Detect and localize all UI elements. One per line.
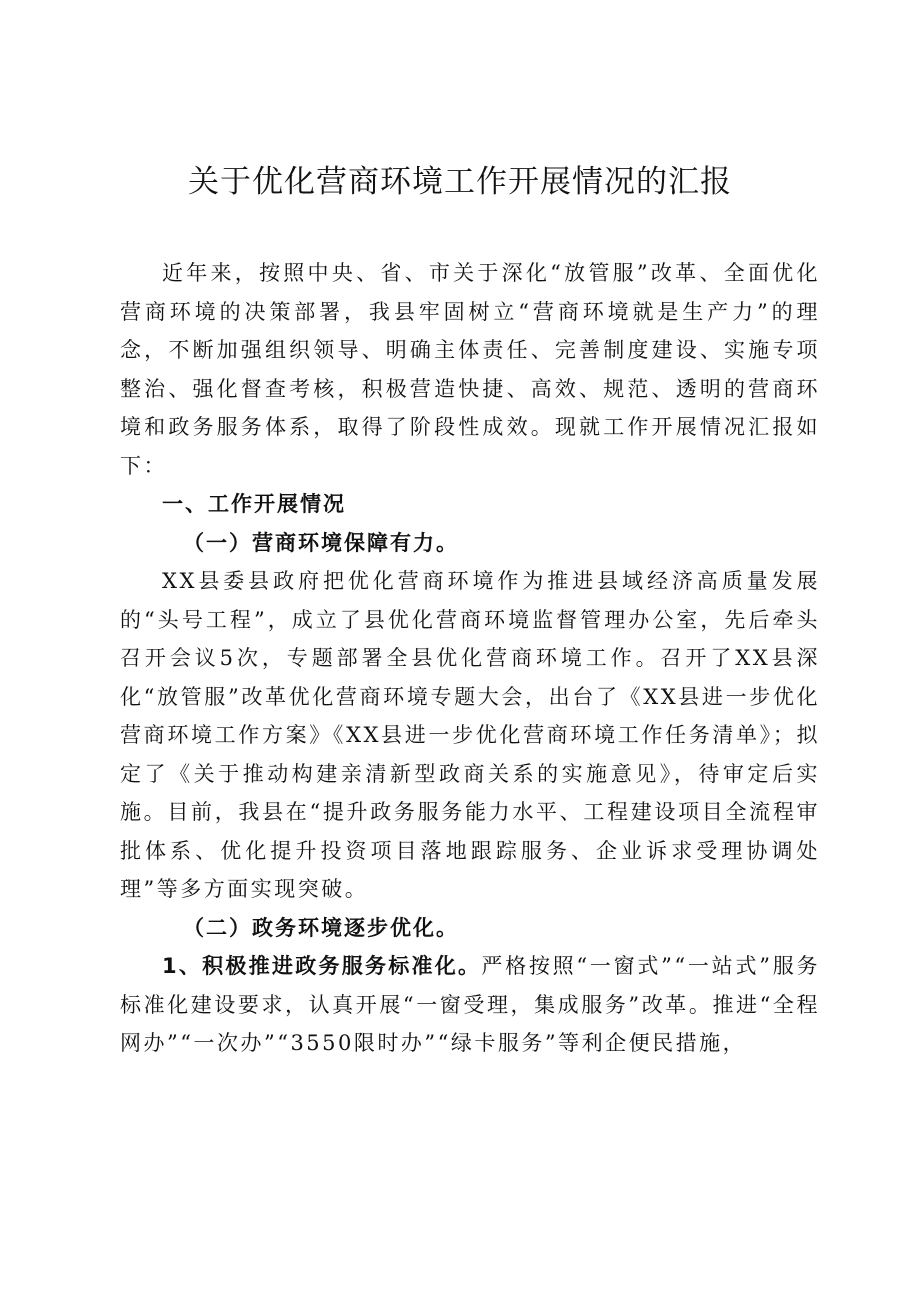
item-1-paragraph [120,947,820,1063]
document-body [120,254,820,1063]
document-title: 关于优化营商环境工作开展情况的汇报 [188,164,732,200]
item-1-lead: 1、积极推进政务服务标准化。 [162,954,482,978]
subsection-heading-2: （二）政务环境逐步优化。 [183,915,459,940]
item-1-text: 严格按照“一窗式”“一站式”服务标准化建设要求，认真开展“一窗受理，集成服务”改革。推进“全程网办”“一次办”“3550限时办”“绿卡服务”等利企便民措施， [120,954,820,1055]
section-heading-1: 一、工作开展情况 [162,492,346,516]
subsection-1-paragraph: XX县委县政府把优化营商环境作为推进县域经济高质量发展的“头号工程”，成立了县优化营商环境监督管理办公室，先后牵头召开会议5次，专题部署全县优化营商环境工作。召开了XX县深化“放管服”改革优化营商环境专题大会，出台了《XX县进一步优化营商环境工作方案》《XX县进一步优化营商环境工作任务清单》；拟定了《关于推动构建亲清新型政商关系的实施意见》，待审定后实施。目前，我县在“提升政务服务能力水平、工程建设项目全流程审批体系、优化提升投资项目落地跟踪服务、企业诉求受理协调处理”等多方面实现突破。 [120,569,820,901]
intro-paragraph: 近年来，按照中央、省、市关于深化“放管服”改革、全面优化营商环境的决策部署，我县牢固树立“营商环境就是生产力”的理念，不断加强组织领导、明确主体责任、完善制度建设、实施专项整治、强化督查考核，积极营造快捷、高效、规范、透明的营商环境和政务服务体系，取得了阶段性成效。现就工作开展情况汇报如下： [120,261,820,478]
subsection-heading-1: （一）营商环境保障有力。 [183,530,459,555]
